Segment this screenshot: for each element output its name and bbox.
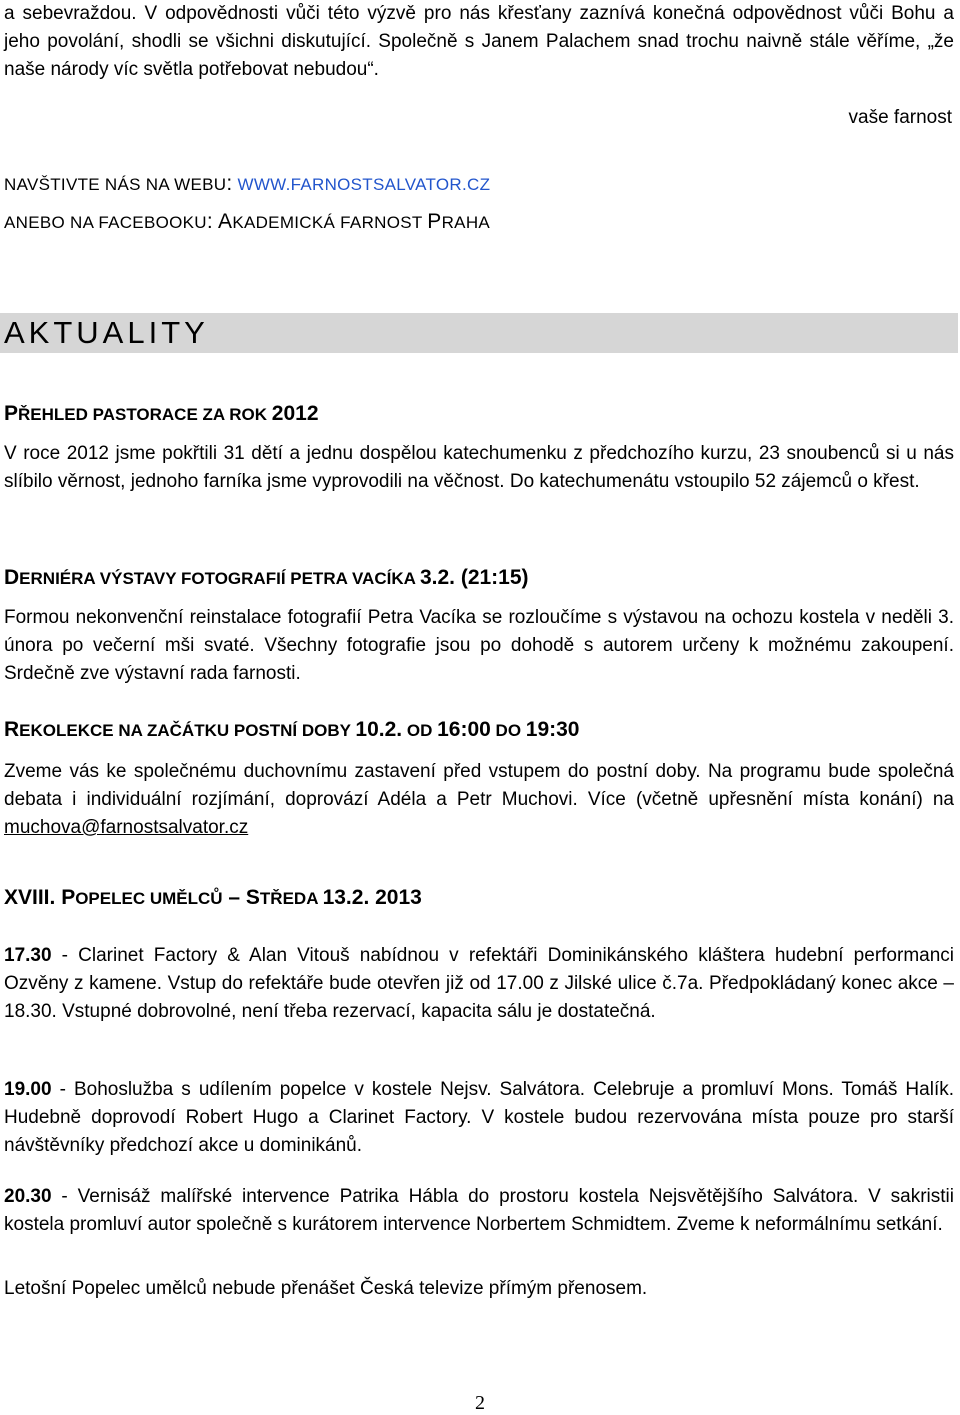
fb-name-initial-a: A (218, 210, 233, 233)
event-3-text: - Vernisáž malířské intervence Patrika Hábla do prostoru kostela Nejsvětějšího Salvátora. V sakristii kostela promluví autor společně s kurátorem intervence Norbertem Schmidtem. Zveme k neformálnímu setkání. (4, 1186, 954, 1235)
web-link[interactable]: WWW.FARNOSTSALVATOR.CZ (237, 175, 491, 194)
popelec-closing: Letošní Popelec umělců nebude přenášet Česká televize přímým přenosem. (4, 1278, 648, 1299)
popelec-heading-roman: XVIII. (4, 886, 62, 909)
rekolekce-heading (4, 718, 579, 742)
pastorace-body: V roce 2012 jsme pokřtili 31 dětí a jednu dospělou katechumenku z předchozího kurzu, 23 snoubenců si u nás slíbilo věrnost, jednoho farníka jsme vyprovodili na věčnost. Do katechumenátu vstoupilo 52 zájemců o křest. (4, 443, 954, 492)
popelec-heading-dash: – (222, 886, 246, 909)
derniera-heading-initial: D (4, 566, 20, 589)
popelec-heading-initial-s: S (245, 886, 260, 909)
event-2-time: 19.00 (4, 1079, 52, 1100)
fb-colon: : (206, 210, 213, 233)
popelec-heading (4, 886, 422, 910)
event-1-time: 17.30 (4, 945, 52, 966)
fb-name-p: RAHA (441, 213, 491, 232)
page-number: 2 (475, 1392, 485, 1414)
derniera-heading-text: ERNIÉRA VÝSTAVY FOTOGRAFIÍ PETRA VACÍKA (19, 569, 420, 588)
intro-paragraph: a sebevraždou. V odpovědnosti vůči této výzvě pro nás křesťany zaznívá konečná odpovědnost vůči Bohu a jeho povolání, shodli se všichni diskutující. Společně s Janem Palachem snad trochu naivně stále věříme, „že naše národy víc světla potřebovat nebudou“. (4, 3, 954, 80)
section-title: AKTUALITY (4, 315, 209, 350)
popelec-heading-initial-p: P (61, 886, 76, 909)
fb-name-a: KADEMICKÁ FARNOST (232, 213, 428, 232)
facebook-line (4, 210, 490, 234)
rekolekce-heading-from: 16:00 (437, 718, 491, 741)
event-3-time: 20.30 (4, 1186, 52, 1207)
popelec-event-2 (4, 1076, 954, 1160)
rekolekce-heading-to: 19:30 (525, 718, 580, 741)
rekolekce-heading-date: 10.2. (355, 718, 403, 741)
derniera-heading (4, 566, 529, 590)
fb-prefix: ANEBO NA FACEBOOKU (4, 213, 207, 232)
popelec-heading-text-a: OPELEC UMĚLCŮ (75, 889, 223, 908)
popelec-heading-date: 13.2. 2013 (322, 886, 422, 909)
web-prefix: NAVŠTIVTE NÁS NA WEBU (4, 175, 227, 194)
signature: vaše farnost (848, 107, 952, 128)
derniera-body: Formou nekonvenční reinstalace fotografií Petra Vacíka se rozloučíme s výstavou na ochozu kostela v neděli 3. února po večerní mši svaté. Všechny fotografie jsou po dohodě s autorem určeny k možnému zakoupení. Srdečně zve výstavní rada farnosti. (4, 607, 954, 684)
rekolekce-body-text: Zveme vás ke společnému duchovnímu zastavení před vstupem do postní doby. Na programu bude společná debata i individuální rozjímání, doprovází Adéla a Petr Muchovi. Více (včetně upřesnění místa konání) na (4, 761, 954, 810)
event-2-text: - Bohoslužba s udílením popelce v kostele Nejsv. Salvátora. Celebruje a promluví Mons. Tomáš Halík. Hudebně doprovodí Robert Hugo a Clarinet Factory. V kostele budou rezervována místa pouze pro starší návštěvníky předchozí akce u dominikánů. (4, 1079, 954, 1156)
rekolekce-body (4, 758, 954, 842)
pastorace-heading-initial: P (4, 402, 19, 425)
rekolekce-email-link[interactable]: muchova@farnostsalvator.cz (4, 817, 249, 838)
rekolekce-heading-do: DO (490, 721, 526, 740)
popelec-event-3 (4, 1183, 954, 1239)
event-1-text: - Clarinet Factory & Alan Vitouš nabídnou v refektáři Dominikánského kláštera hudební performanci Ozvěny z kamene. Vstup do refektáře bude otevřen již od 17.00 z Jilské ulice č.7a. Předpokládaný konec akce – 18.30. Vstupné dobrovolné, není třeba rezervací, kapacita sálu je dostatečná. (4, 945, 954, 1022)
popelec-heading-text-b: TŘEDA (259, 889, 323, 908)
fb-name-initial-p: P (427, 210, 442, 233)
rekolekce-heading-text: EKOLEKCE NA ZAČÁTKU POSTNÍ DOBY (19, 721, 356, 740)
derniera-heading-date: 3.2. (21:15) (419, 566, 529, 589)
popelec-event-1 (4, 942, 954, 1026)
pastorace-heading (4, 402, 319, 426)
pastorace-heading-year: 2012 (271, 402, 319, 425)
web-line (4, 172, 490, 196)
rekolekce-heading-od: OD (402, 721, 438, 740)
rekolekce-heading-initial: R (4, 718, 20, 741)
web-colon: : (226, 172, 233, 195)
pastorace-heading-text: ŘEHLED PASTORACE ZA ROK (18, 405, 272, 424)
